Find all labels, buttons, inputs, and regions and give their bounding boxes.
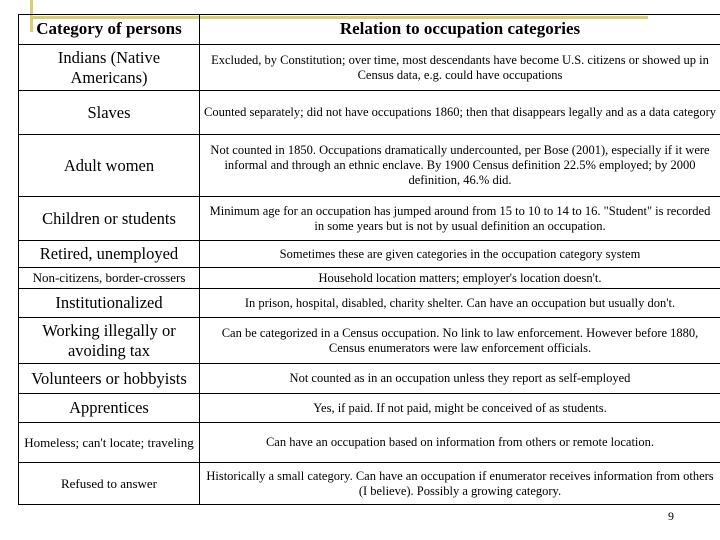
table-row [19, 423, 720, 463]
category-cell: Indians (Native Americans) [19, 45, 200, 91]
relation-cell: Household location matters; employer's location doesn't. [200, 268, 720, 289]
category-cell: Apprentices [19, 394, 200, 423]
table-row [19, 364, 720, 394]
category-cell: Volunteers or hobbyists [19, 364, 200, 394]
table-row [19, 197, 720, 241]
category-cell: Adult women [19, 135, 200, 197]
table-row [19, 135, 720, 197]
table-row [19, 241, 720, 268]
category-cell: Institutionalized [19, 289, 200, 318]
category-cell: Refused to answer [19, 463, 200, 505]
table-row [19, 289, 720, 318]
relation-cell: Not counted as in an occupation unless they report as self-employed [200, 364, 720, 394]
page-number: 9 [668, 509, 674, 523]
table-header-row [19, 15, 720, 45]
header-category: Category of persons [19, 15, 200, 45]
relation-cell: Yes, if paid. If not paid, might be conceived of as students. [200, 394, 720, 423]
category-cell: Retired, unemployed [19, 241, 200, 268]
header-relation: Relation to occupation categories [200, 15, 720, 45]
category-cell: Children or students [19, 197, 200, 241]
category-cell: Slaves [19, 91, 200, 135]
relation-cell: Can be categorized in a Census occupation. No link to law enforcement. However before 1880, Census enumerators were law enforcement officials. [200, 318, 720, 364]
relation-cell: Counted separately; did not have occupations 1860; then that disappears legally and as a data category [200, 91, 720, 135]
table-row [19, 463, 720, 505]
relation-cell: Can have an occupation based on information from others or remote location. [200, 423, 720, 463]
relation-cell: Minimum age for an occupation has jumped around from 15 to 10 to 14 to 16. "Student" is recorded in some years but is not by usual definition an occupation. [200, 197, 720, 241]
category-cell: Non-citizens, border-crossers [19, 268, 200, 289]
table-row [19, 45, 720, 91]
table-row [19, 91, 720, 135]
occupation-categories-table [18, 14, 720, 505]
relation-cell: Historically a small category. Can have an occupation if enumerator receives information from others (I believe). Possibly a growing category. [200, 463, 720, 505]
relation-cell: Sometimes these are given categories in the occupation category system [200, 241, 720, 268]
relation-cell: Excluded, by Constitution; over time, most descendants have become U.S. citizens or showed up in Census data, e.g. could have occupations [200, 45, 720, 91]
relation-cell: Not counted in 1850. Occupations dramatically undercounted, per Bose (2001), especially if it were informal and through an ethnic enclave. By 1900 Census definition 22.5% employed; by 2000 definition, 46.% did. [200, 135, 720, 197]
category-cell: Homeless; can't locate; traveling [19, 423, 200, 463]
table-row [19, 394, 720, 423]
table-row [19, 268, 720, 289]
category-cell: Working illegally or avoiding tax [19, 318, 200, 364]
table-row [19, 318, 720, 364]
relation-cell: In prison, hospital, disabled, charity shelter. Can have an occupation but usually don't. [200, 289, 720, 318]
